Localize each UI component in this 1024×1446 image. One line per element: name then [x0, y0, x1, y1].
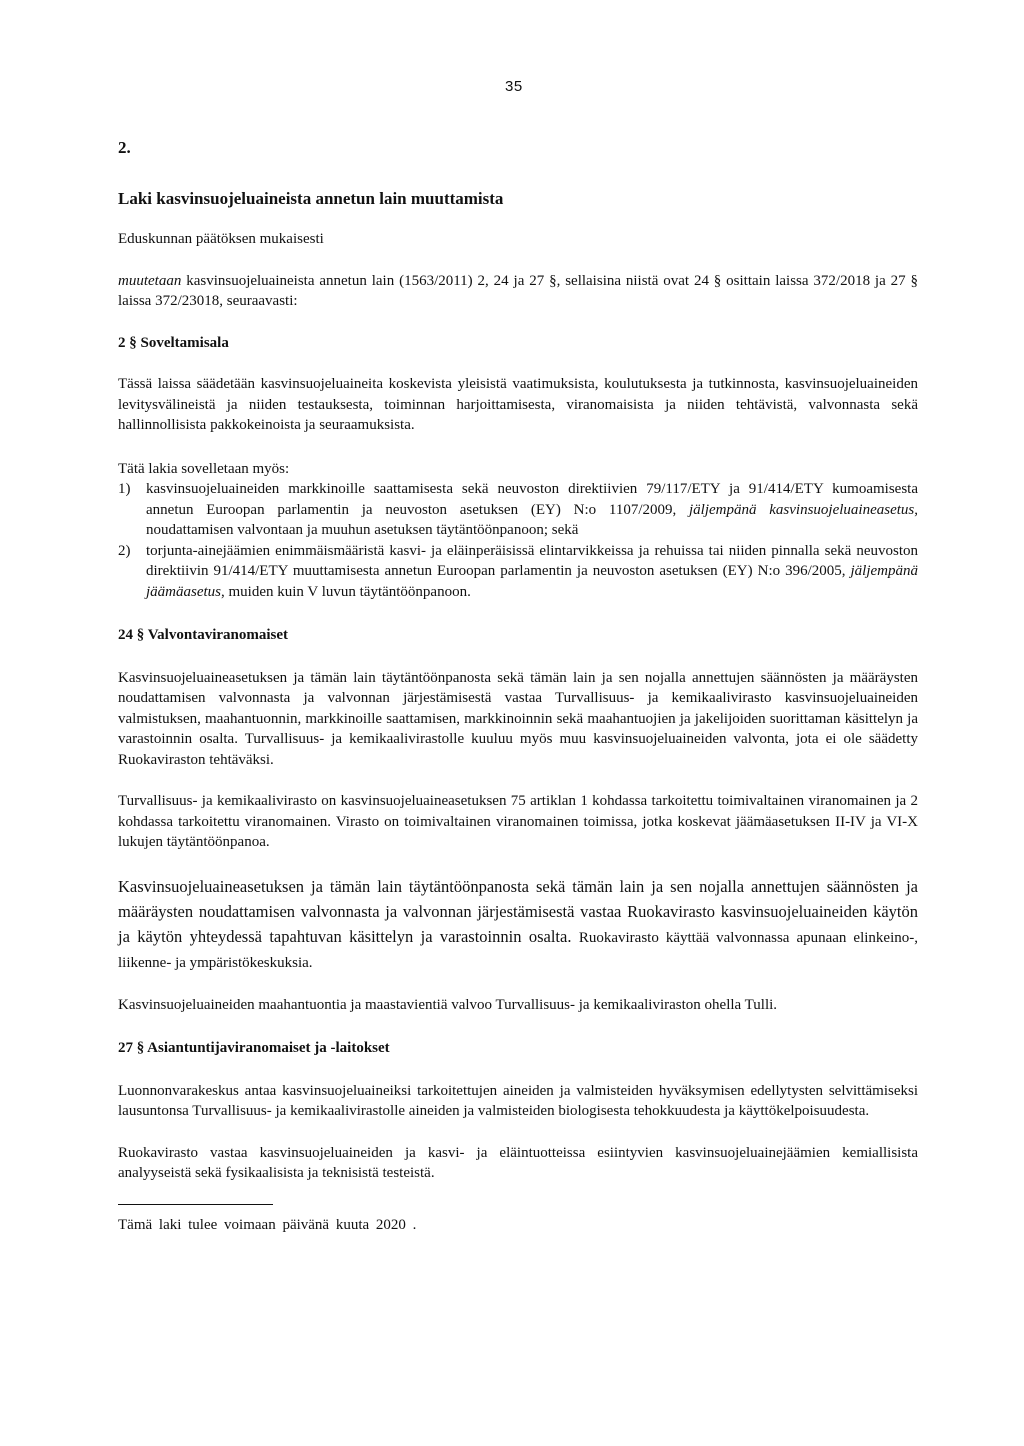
entry-into-force: Tämä laki tulee voimaan päivänä kuuta 2020 . — [118, 1216, 417, 1233]
enactment-clause: Eduskunnan päätöksen mukaisesti — [118, 231, 324, 247]
list-marker: 2) — [118, 542, 131, 559]
section-24-paragraph-1: Kasvinsuojeluaineasetuksen ja tämän lain täytäntöönpanosta sekä tämän lain ja sen nojalla annettujen säännösten ja määräysten noudattamisen valvonnasta ja valvonnan järjestämisestä vastaa Turvallisuus- ja kemikaalivirasto kasvinsuojeluaineiden valmistuksen, maahantuonnin, markkinoille saattamisen, markkinoinnin sekä maahantuojien ja jakelijoiden suorittaman käsittelyn ja varastoinnin osalta. Turvallisuus- ja kemikaalivirastolle kuuluu myös muu kasvinsuojeluaineiden valvonta, jota ei ole säädetty Ruokaviraston tehtäväksi. — [118, 669, 918, 768]
amendment-verb: muutetaan — [118, 272, 182, 289]
section-2-list — [118, 479, 918, 602]
document-body — [118, 138, 918, 1235]
section-27-paragraph-2: Ruokavirasto vastaa kasvinsuojeluaineiden ja kasvi- ja eläintuotteissa esiintyvien kasvinsuojeluainejäämien kemiallisista analyyseistä sekä fysikaalisista ja teknisistä testeistä. — [118, 1144, 918, 1181]
list-item — [118, 479, 918, 541]
section-number: 2. — [118, 138, 131, 157]
list-item-text: torjunta-ainejäämien enimmäismääristä kasvi- ja eläinperäisissä elintarvikkeissa ja rehuissa tai niiden pinnalla sekä neuvoston direktiivin 91/414/ETY muuttamisesta annetun Euroopan parlamentin ja neuvoston asetuksen (EY) N:o 396/2005, — [146, 542, 918, 579]
page-number: 35 — [505, 78, 523, 95]
amendment-text: kasvinsuojeluaineista annetun lain (1563/2011) 2, 24 ja 27 §, sellaisina niistä ovat 24 § osittain laissa 372/2018 ja 27 § laissa 372/23018, seuraavasti: — [118, 272, 918, 309]
section-24-paragraph-2: Turvallisuus- ja kemikaalivirasto on kasvinsuojeluaineasetuksen 75 artiklan 1 kohdassa tarkoitettu toimivaltainen viranomainen ja 2 kohdassa tarkoitettu viranomainen. Virasto on toimivaltainen viranomainen toimissa, jotka koskevat jäämäasetuksen II-IV ja VI-X lukujen täytäntöönpanoa. — [118, 793, 918, 850]
list-marker: 1) — [118, 481, 131, 497]
section-24-paragraph-4: Ruokavirasto käyttää valvonnassa apunaan elinkeino-, liikenne- ja ympäristökeskuksia. — [118, 929, 918, 971]
section-24-paragraph-5: Kasvinsuojeluaineiden maahantuontia ja maastavientiä valvoo Turvallisuus- ja kemikaaliviraston ohella Tulli. — [118, 996, 778, 1013]
amendment-clause — [118, 271, 918, 312]
section-2-heading: 2 § Soveltamisala — [118, 334, 229, 351]
list-item-text: kasvinsuojeluaineiden markkinoille saattamisesta sekä neuvoston direktiivien 79/117/ETY ja 91/414/ETY kumoamisesta annetun Euroopan parlamentin ja neuvoston asetuksen (EY) N:o 1107/2009, — [146, 481, 918, 518]
list-item-emphasis: jäljempänä jäämäasetus — [146, 563, 918, 600]
list-item-text-end: , noudattamisen valvontaan ja muuhun asetuksen täytäntöönpanoon; sekä — [146, 501, 919, 538]
list-item-emphasis: jäljempänä kasvinsuojeluaineasetus — [689, 501, 915, 518]
section-24-paragraph-3 — [118, 874, 918, 974]
section-27-paragraph-1: Luonnonvarakeskus antaa kasvinsuojeluaineiksi tarkoitettujen aineiden ja valmisteiden hyväksymisen edellytysten selvittämiseksi lausuntonsa Turvallisuus- ja kemikaalivirastolle aineiden ja valmisteiden biologisesta tehokkuudesta ja käyttökelpoisuudesta. — [118, 1082, 918, 1119]
list-item-text-end: , muiden kuin V luvun täytäntöönpanoon. — [221, 583, 471, 600]
section-27-heading: 27 § Asiantuntijaviranomaiset ja -laitokset — [118, 1040, 390, 1056]
list-item — [118, 541, 918, 603]
section-2-paragraph-2-intro: Tätä lakia sovelletaan myös: — [118, 460, 290, 477]
section-2-paragraph-1: Tässä laissa säädetään kasvinsuojeluaineita koskevista yleisistä vaatimuksista, koulutuksesta ja tutkinnosta, kasvinsuojeluaineiden levitysvälineistä ja niiden testauksesta, toiminnan harjoittamisesta, viranomaisista ja niiden tehtävistä, valvonnasta sekä hallinnollisista pakkokeinoista ja seuraamuksista. — [118, 376, 918, 433]
section-24-heading: 24 § Valvontaviranomaiset — [118, 627, 289, 643]
footer-divider — [118, 1204, 273, 1205]
section-24-paragraph-3-text: Kasvinsuojeluaineasetuksen ja tämän lain täytäntöönpanosta sekä tämän lain ja sen nojalla annettujen säännösten ja määräysten noudattamisen valvonnasta ja valvonnan järjestämisestä vastaa Ruokavirasto kasvinsuojeluaineiden käytön ja käytön yhteydessä tapahtuvan käsittelyn ja varastoinnin osalta. — [118, 876, 918, 946]
law-title: Laki kasvinsuojeluaineista annetun lain muuttamista — [118, 188, 504, 208]
